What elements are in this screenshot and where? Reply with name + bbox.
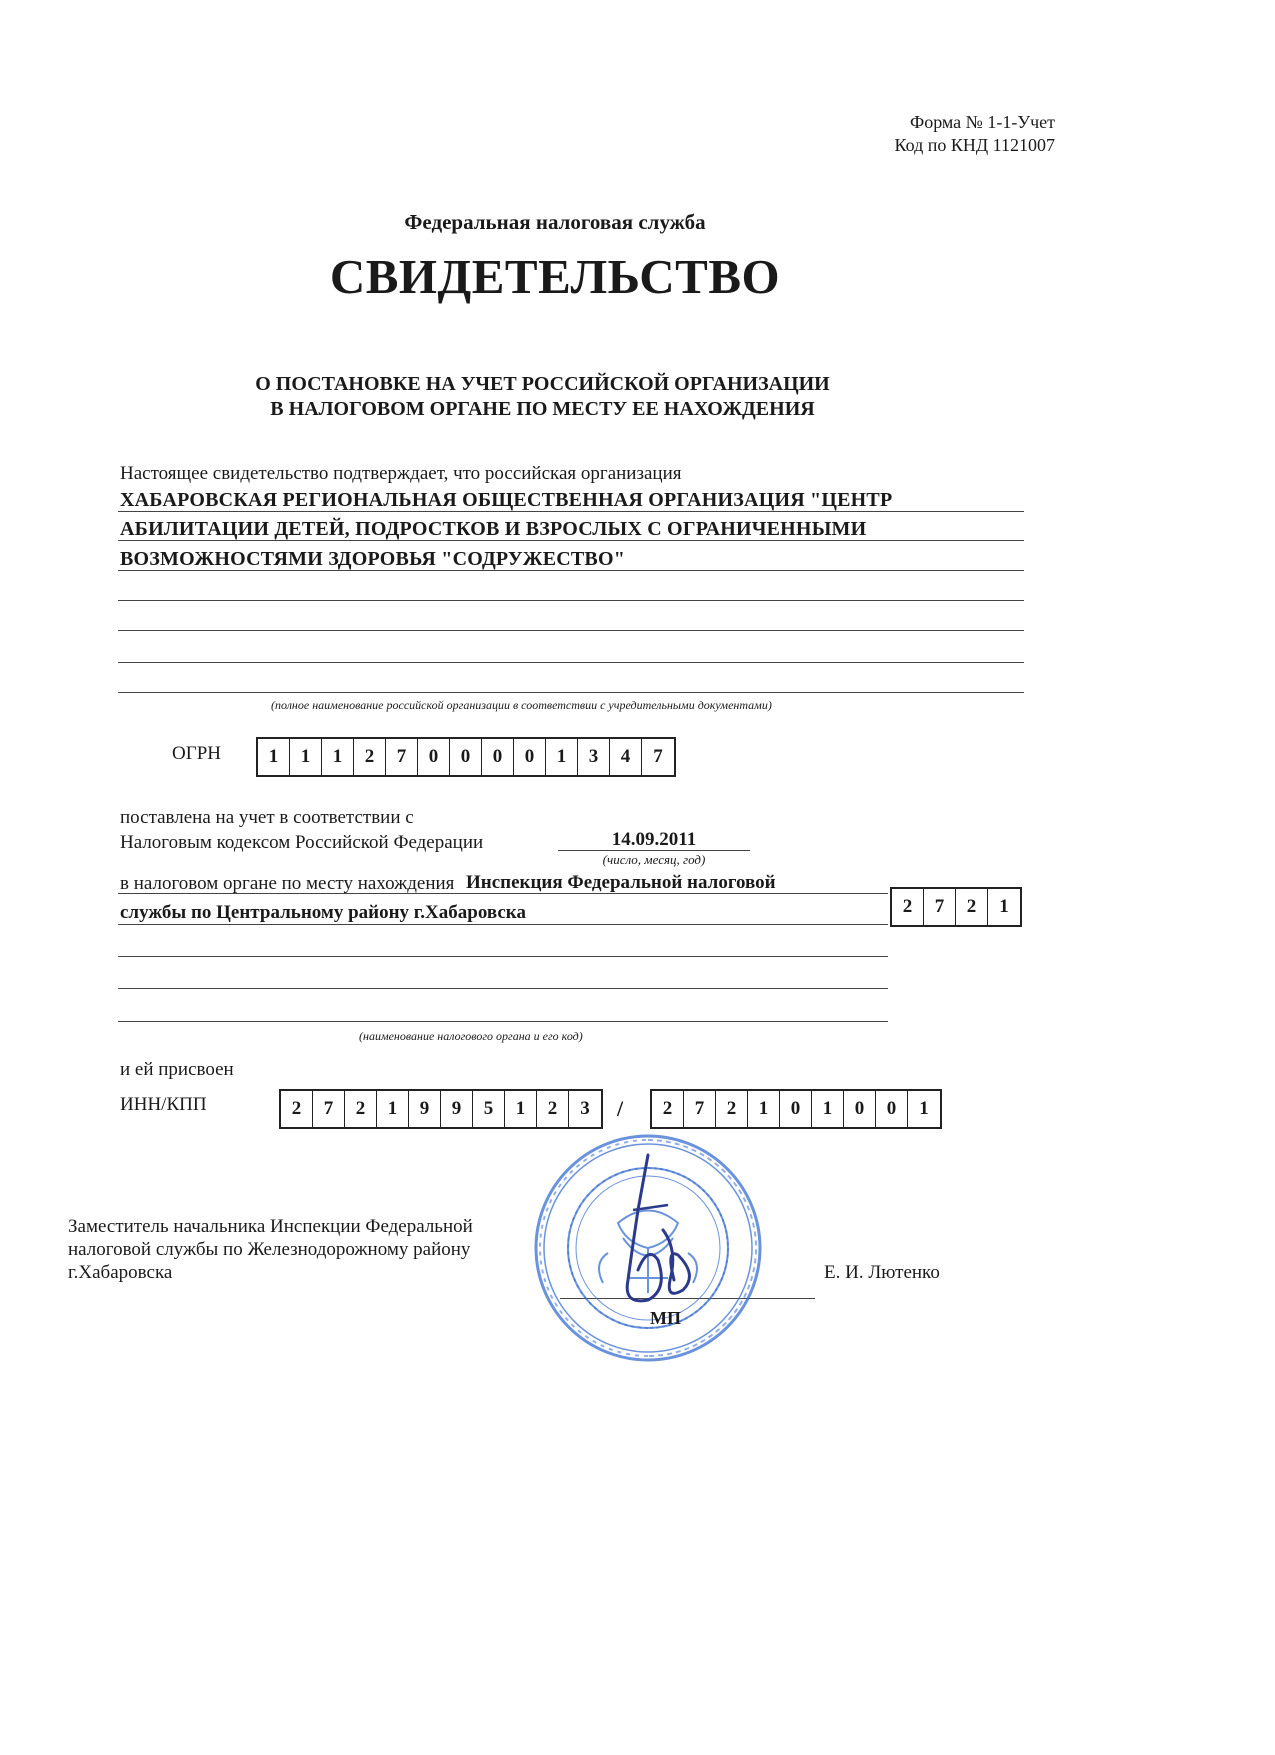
ogrn-digit: 7	[653, 746, 663, 767]
ogrn-digit: 0	[418, 739, 450, 775]
kpp-digit: 1	[812, 1091, 844, 1127]
divider	[118, 893, 888, 894]
kpp-digit: 2	[716, 1091, 748, 1127]
signer-position-line3: г.Хабаровска	[68, 1262, 173, 1283]
ogrn-digit: 0	[482, 739, 514, 775]
inn-cells	[279, 1089, 603, 1129]
divider	[118, 570, 1024, 571]
registration-line2: Налоговым кодексом Российской Федерации	[120, 832, 484, 853]
divider	[118, 540, 1024, 541]
org-name-caption: (полное наименование российской организации в соответствии с учредительными документами)	[271, 698, 772, 712]
inn-digit: 7	[313, 1091, 345, 1127]
document-title: СВИДЕТЕЛЬСТВО	[329, 249, 781, 304]
kpp-digit: 0	[780, 1091, 812, 1127]
inn-digit: 9	[441, 1091, 473, 1127]
ogrn-digit: 4	[610, 739, 642, 775]
ogrn-digit: 1	[258, 739, 290, 775]
tax-authority-name-line1: Инспекция Федеральной налоговой	[466, 872, 776, 893]
tax-code-digit: 7	[924, 889, 956, 925]
tax-authority-caption: (наименование налогового органа и его код)	[359, 1029, 583, 1043]
intro-text: Настоящее свидетельство подтверждает, что российская организация	[120, 463, 682, 484]
handwritten-signature	[608, 1150, 718, 1320]
signer-name: Е. И. Лютенко	[824, 1262, 940, 1283]
knd-code: Код по КНД 1121007	[894, 135, 1055, 155]
divider	[118, 692, 1024, 693]
tax-authority-name-line2: службы по Центральному району г.Хабаровска	[120, 902, 526, 923]
org-name-line2: АБИЛИТАЦИИ ДЕТЕЙ, ПОДРОСТКОВ И ВЗРОСЛЫХ С ОГРАНИЧЕННЫМИ	[120, 518, 867, 540]
ogrn-digit: 0	[514, 739, 546, 775]
divider	[118, 662, 1024, 663]
inn-digit: 5	[473, 1091, 505, 1127]
registration-line1: поставлена на учет в соответствии с	[120, 807, 414, 828]
tax-code-digit: 2	[956, 889, 988, 925]
kpp-digit: 1	[748, 1091, 780, 1127]
inn-digit: 2	[537, 1091, 569, 1127]
inn-digit: 2	[345, 1091, 377, 1127]
divider	[118, 600, 1024, 601]
kpp-digit: 0	[876, 1091, 908, 1127]
inn-digit: 3	[580, 1098, 590, 1119]
divider	[118, 956, 888, 957]
signer-position-line1: Заместитель начальника Инспекции Федеральной	[68, 1216, 473, 1237]
ogrn-digit: 7	[386, 739, 418, 775]
tax-authority-code-cells	[890, 887, 1022, 927]
inn-digit: 2	[281, 1091, 313, 1127]
ogrn-digit: 1	[290, 739, 322, 775]
divider	[118, 630, 1024, 631]
ogrn-cells	[256, 737, 676, 777]
seal-label: МП	[650, 1308, 681, 1328]
date-caption: (число, месяц, год)	[602, 852, 706, 867]
agency-name: Федеральная налоговая служба	[404, 210, 706, 234]
org-name-line1: ХАБАРОВСКАЯ РЕГИОНАЛЬНАЯ ОБЩЕСТВЕННАЯ ОРГАНИЗАЦИЯ "ЦЕНТР	[120, 489, 893, 511]
divider	[118, 1021, 888, 1022]
inn-digit: 1	[377, 1091, 409, 1127]
signer-position-line2: налоговой службы по Железнодорожному району	[68, 1239, 471, 1260]
inn-kpp-separator: /	[617, 1096, 624, 1121]
divider	[558, 850, 750, 851]
assigned-label: и ей присвоен	[120, 1059, 234, 1080]
tax-authority-prefix: в налоговом органе по месту нахождения	[120, 873, 455, 894]
divider	[118, 511, 1024, 512]
org-name-line3: ВОЗМОЖНОСТЯМИ ЗДОРОВЬЯ "СОДРУЖЕСТВО"	[120, 548, 626, 570]
kpp-digit: 2	[652, 1091, 684, 1127]
divider	[118, 924, 888, 925]
divider	[118, 988, 888, 989]
form-number: Форма № 1-1-Учет	[909, 112, 1055, 132]
tax-code-digit: 1	[999, 896, 1009, 917]
kpp-digit: 0	[844, 1091, 876, 1127]
inn-digit: 9	[409, 1091, 441, 1127]
inn-digit: 1	[505, 1091, 537, 1127]
kpp-cells	[650, 1089, 942, 1129]
ogrn-label: ОГРН	[172, 743, 221, 764]
kpp-digit: 1	[919, 1098, 929, 1119]
registration-date: 14.09.2011	[611, 829, 697, 850]
inn-kpp-label: ИНН/КПП	[120, 1094, 207, 1115]
subtitle-line2: В НАЛОГОВОМ ОРГАНЕ ПО МЕСТУ ЕЕ НАХОЖДЕНИЯ	[270, 398, 815, 420]
kpp-digit: 7	[684, 1091, 716, 1127]
subtitle-line1: О ПОСТАНОВКЕ НА УЧЕТ РОССИЙСКОЙ ОРГАНИЗАЦИИ	[255, 373, 830, 395]
ogrn-digit: 2	[354, 739, 386, 775]
ogrn-digit: 1	[322, 739, 354, 775]
ogrn-digit: 1	[546, 739, 578, 775]
tax-code-digit: 2	[892, 889, 924, 925]
ogrn-digit: 0	[450, 739, 482, 775]
ogrn-digit: 3	[578, 739, 610, 775]
